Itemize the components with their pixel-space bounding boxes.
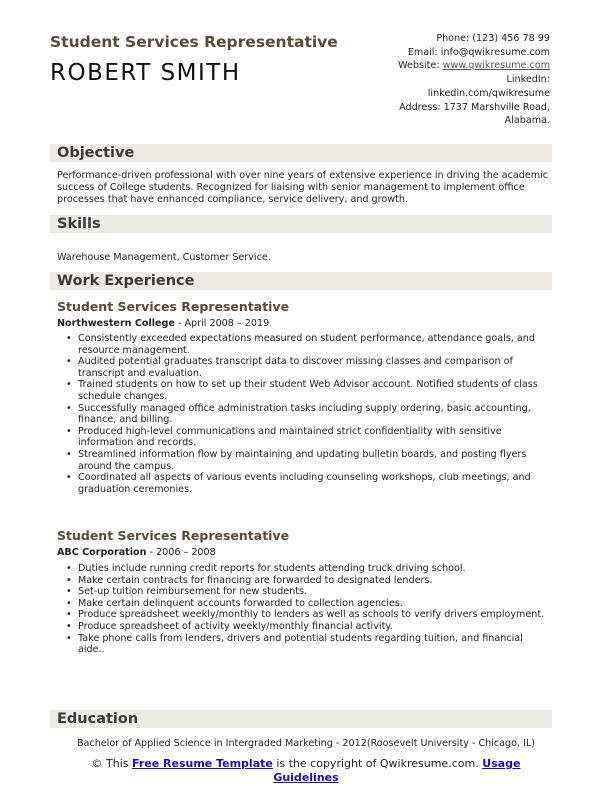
free-resume-template-link[interactable]: Free Resume Template	[132, 757, 273, 770]
job-title: Student Services Representative	[57, 528, 290, 543]
linkedin: linkedin.com/qwikresume	[427, 87, 550, 99]
skills-text: Warehouse Management, Customer Service.	[57, 252, 271, 263]
list-item: • Produce spreadsheet weekly/monthly to lenders as well as schools to verify drivers employment.	[57, 609, 552, 621]
list-item: • Streamlined information flow by maintaining and updating bulletin boards, and posting flyers around the campus.	[57, 449, 552, 472]
contact-info	[398, 32, 550, 128]
list-item: • Trained students on how to set up their student Web Advisor account. Notified students of class schedule changes.	[57, 379, 552, 402]
skills-heading: Skills	[50, 215, 552, 233]
education-heading: Education	[50, 710, 552, 728]
usage-guidelines-link[interactable]: Usage Guidelines	[273, 757, 521, 784]
copyright-footer: © This Free Resume Template is the copyright of Qwikresume.com. Usage Guidelines	[91, 757, 521, 784]
job-bullets	[57, 333, 552, 495]
job-bullets	[57, 563, 552, 656]
list-item: • Duties include running credit reports for students attending truck driving school.	[57, 563, 552, 575]
list-item: • Coordinated all aspects of various events including counseling workshops, club meetings, and graduation ceremonies.	[57, 472, 552, 495]
list-item: • Successfully managed office administration tasks including supply ordering, basic accounting, finance, and billing.	[57, 403, 552, 426]
candidate-name: ROBERT SMITH	[50, 60, 241, 86]
resume-title: Student Services Representative	[50, 33, 338, 51]
work-experience-heading: Work Experience	[50, 272, 552, 290]
job-company: Northwestern College - April 2008 – 2019	[57, 318, 270, 329]
website-label: Website:	[398, 60, 443, 72]
job-title: Student Services Representative	[57, 299, 290, 314]
list-item: • Take phone calls from lenders, drivers and potential students regarding tuition, and financial aide..	[57, 633, 552, 656]
education-text: Bachelor of Applied Science in Intergraded Marketing - 2012(Roosevelt University - Chicago, IL)	[76, 738, 536, 749]
list-item: • Produce spreadsheet of activity weekly/monthly financial activity.	[57, 621, 552, 633]
list-item: • Consistently exceeded expectations measured on student performance, attendance goals, and resource management.	[57, 333, 552, 356]
email: Email: info@qwikresume.com	[407, 46, 550, 58]
list-item: • Make certain contracts for financing are forwarded to designated lenders.	[57, 575, 552, 587]
list-item: • Make certain delinquent accounts forwarded to collection agencies.	[57, 598, 552, 610]
website-link[interactable]: www.qwikresume.com	[442, 60, 550, 72]
objective-text: Performance-driven professional with over nine years of extensive experience in driving the academic success of College students. Recognized for liaising with senior management to implement office processes that have enhanced compliance, service delivery, and growth.	[57, 170, 549, 205]
phone: Phone: (123) 456 78 99	[436, 33, 550, 44]
linkedin-label: LinkedIn:	[506, 74, 550, 86]
list-item: • Produced high-level communications and maintained strict confidentiality with sensitive information and records.	[57, 426, 552, 449]
address: Address: 1737 Marshville Road,	[399, 101, 550, 113]
objective-heading: Objective	[50, 144, 552, 162]
job-company: ABC Corporation - 2006 – 2008	[57, 547, 216, 558]
address-state: Alabama.	[504, 115, 550, 127]
list-item: • Set-up tuition reimbursement for new students.	[57, 586, 552, 598]
list-item: • Audited potential graduates transcript data to discover missing classes and comparison of transcript and evaluation.	[57, 356, 552, 379]
